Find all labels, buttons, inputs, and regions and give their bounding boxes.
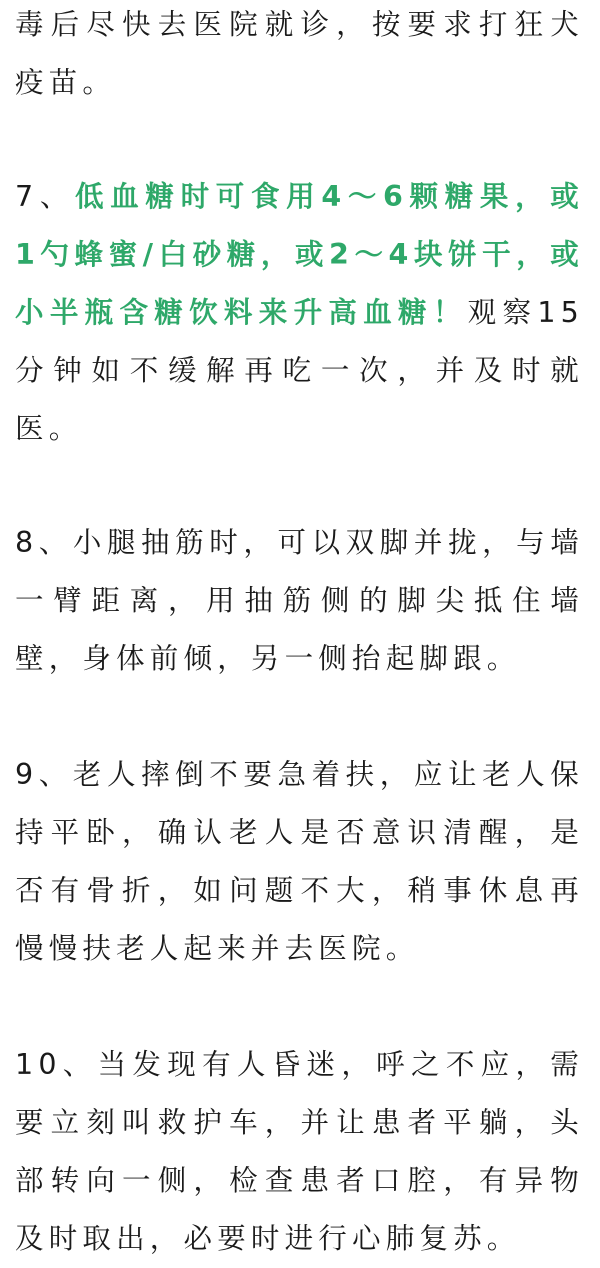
paragraph-spacer: [15, 112, 584, 168]
paragraph-6-text: 毒后尽快去医院就诊，按要求打狂犬疫苗。: [15, 8, 584, 99]
paragraph-8-text: 8、小腿抽筋时，可以双脚并拢，与墙一臂距离，用抽筋侧的脚尖抵住墙壁，身体前倾，另一侧抬起脚跟。: [15, 526, 584, 675]
paragraph-7-number: 7、: [15, 180, 76, 213]
paragraph-6-tail: [15, 0, 584, 112]
paragraph-9: [15, 746, 584, 978]
paragraph-spacer: [15, 978, 584, 1036]
paragraph-7: [15, 168, 584, 458]
paragraph-10-text: 10、当发现有人昏迷，呼之不应，需要立刻叫救护车，并让患者平躺，头部转向一侧，检查患者口腔，有异物及时取出，必要时进行心肺复苏。: [15, 1048, 584, 1255]
paragraph-8: [15, 514, 584, 688]
paragraph-9-text: 9、老人摔倒不要急着扶，应让老人保持平卧，确认老人是否意识清醒，是否有骨折，如问题不大，稍事休息再慢慢扶老人起来并去医院。: [15, 758, 584, 965]
paragraph-7-highlight: 低血糖时可食用4～6颗糖果，或1勺蜂蜜/白砂糖，或2～4块饼干，或小半瓶含糖饮料来升高血糖！: [15, 180, 584, 329]
paragraph-spacer: [15, 458, 584, 514]
paragraph-7-rest: 观察15分钟如不缓解再吃一次，并及时就医。: [15, 296, 584, 445]
paragraph-10: [15, 1036, 584, 1268]
paragraph-spacer: [15, 688, 584, 746]
